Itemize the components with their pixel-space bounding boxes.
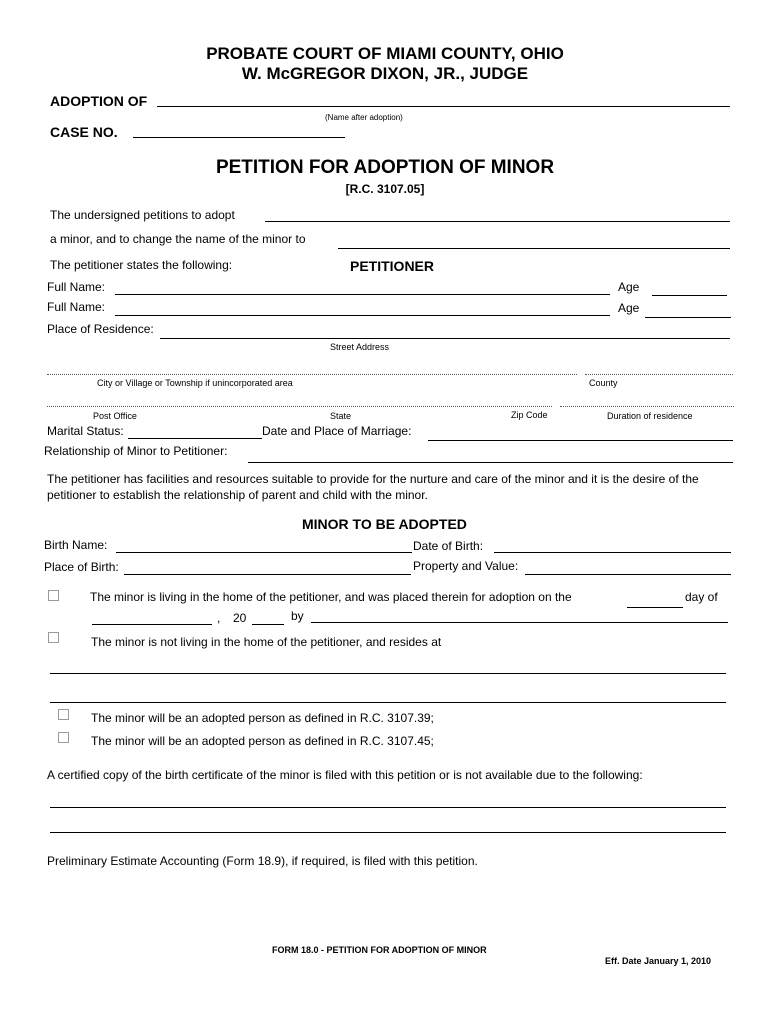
- relationship-field[interactable]: [248, 462, 733, 463]
- birth-certificate-reason-field-2[interactable]: [50, 832, 726, 833]
- county-field[interactable]: [585, 374, 733, 375]
- age-field-1[interactable]: [652, 295, 727, 296]
- age-field-2[interactable]: [645, 317, 731, 318]
- not-living-checkbox[interactable]: [48, 632, 59, 643]
- marital-status-field[interactable]: [128, 438, 262, 439]
- not-living-text: The minor is not living in the home of the petitioner, and resides at: [91, 635, 442, 649]
- effective-date-footer: Eff. Date January 1, 2010: [605, 956, 712, 966]
- resides-at-field-2[interactable]: [50, 702, 726, 703]
- adoption-of-field[interactable]: [157, 106, 730, 107]
- date-of-birth-field[interactable]: [494, 552, 731, 553]
- year-prefix: 20: [233, 611, 247, 625]
- adopted-3107-45-text: The minor will be an adopted person as defined in R.C. 3107.45;: [91, 734, 434, 748]
- city-caption: City or Village or Township if unincorporated area: [97, 378, 293, 388]
- adopt-field[interactable]: [265, 221, 730, 222]
- minor-heading: MINOR TO BE ADOPTED: [302, 516, 467, 532]
- county-caption: County: [589, 378, 618, 388]
- place-of-birth-field[interactable]: [124, 574, 411, 575]
- duration-caption: Duration of residence: [607, 411, 693, 421]
- intro-change-name: a minor, and to change the name of the minor to: [50, 232, 306, 246]
- name-after-adoption-caption: (Name after adoption): [325, 113, 403, 122]
- city-field[interactable]: [47, 374, 577, 375]
- full-name-field-2[interactable]: [115, 315, 610, 316]
- placed-by-label: by: [291, 609, 304, 623]
- street-address-field[interactable]: [160, 338, 730, 339]
- marriage-field[interactable]: [428, 440, 733, 441]
- adoption-of-label: ADOPTION OF: [50, 93, 148, 109]
- relationship-label: Relationship of Minor to Petitioner:: [44, 444, 228, 458]
- year-field[interactable]: [252, 624, 284, 625]
- judge-name: W. McGREGOR DIXON, JR., JUDGE: [241, 64, 529, 83]
- state-caption: State: [330, 411, 352, 421]
- statute-reference: [R.C. 3107.05]: [345, 182, 425, 196]
- place-of-birth-label: Place of Birth:: [44, 560, 119, 574]
- preliminary-estimate-text: Preliminary Estimate Accounting (Form 18.9), if required, is filed with this petition.: [47, 854, 478, 868]
- day-field[interactable]: [627, 607, 683, 608]
- month-field[interactable]: [92, 624, 212, 625]
- full-name-field-1[interactable]: [115, 294, 610, 295]
- property-value-field[interactable]: [525, 574, 731, 575]
- duration-field[interactable]: [560, 406, 734, 407]
- intro-petitions-to-adopt: The undersigned petitions to adopt: [50, 208, 235, 222]
- court-name: PROBATE COURT OF MIAMI COUNTY, OHIO: [206, 44, 564, 63]
- adopted-3107-39-text: The minor will be an adopted person as defined in R.C. 3107.39;: [91, 711, 434, 725]
- birth-name-field[interactable]: [116, 552, 412, 553]
- post-office-caption: Post Office: [93, 411, 137, 421]
- place-of-residence-label: Place of Residence:: [47, 322, 154, 336]
- case-no-label: CASE NO.: [50, 124, 118, 140]
- full-name-label-1: Full Name:: [47, 280, 106, 294]
- placed-by-field[interactable]: [311, 622, 728, 623]
- living-in-home-checkbox[interactable]: [48, 590, 59, 601]
- date-comma: ,: [217, 611, 221, 625]
- street-address-caption: Street Address: [330, 342, 390, 352]
- birth-name-label: Birth Name:: [44, 538, 108, 552]
- birth-certificate-reason-field-1[interactable]: [50, 807, 726, 808]
- post-office-state-field[interactable]: [47, 406, 552, 407]
- resides-at-field-1[interactable]: [50, 673, 726, 674]
- new-name-field[interactable]: [338, 248, 730, 249]
- zip-code-caption: Zip Code: [511, 410, 548, 420]
- marital-status-label: Marital Status:: [47, 424, 124, 438]
- age-label-2: Age: [618, 301, 640, 315]
- petitioner-statement: The petitioner has facilities and resources suitable to provide for the nurture and care of the minor and it is the desire of the petitioner to establish the relationship of parent and child with the minor.: [47, 472, 699, 502]
- birth-certificate-text: A certified copy of the birth certificate of the minor is filed with this petition or is not available due to the following:: [47, 768, 643, 782]
- petitioner-heading: PETITIONER: [350, 258, 435, 274]
- age-label-1: Age: [618, 280, 640, 294]
- day-of-label: day of: [685, 590, 718, 604]
- full-name-label-2: Full Name:: [47, 300, 106, 314]
- case-no-field[interactable]: [133, 137, 345, 138]
- date-place-marriage-label: Date and Place of Marriage:: [262, 424, 412, 438]
- form-name-footer: FORM 18.0 - PETITION FOR ADOPTION OF MINOR: [272, 945, 487, 955]
- date-of-birth-label: Date of Birth:: [413, 539, 484, 553]
- intro-states-following: The petitioner states the following:: [50, 258, 233, 272]
- living-in-home-text: The minor is living in the home of the petitioner, and was placed therein for adoption on the: [90, 590, 572, 604]
- adopted-3107-45-checkbox[interactable]: [58, 732, 69, 743]
- property-value-label: Property and Value:: [413, 559, 519, 573]
- page-title: PETITION FOR ADOPTION OF MINOR: [215, 157, 555, 178]
- adopted-3107-39-checkbox[interactable]: [58, 709, 69, 720]
